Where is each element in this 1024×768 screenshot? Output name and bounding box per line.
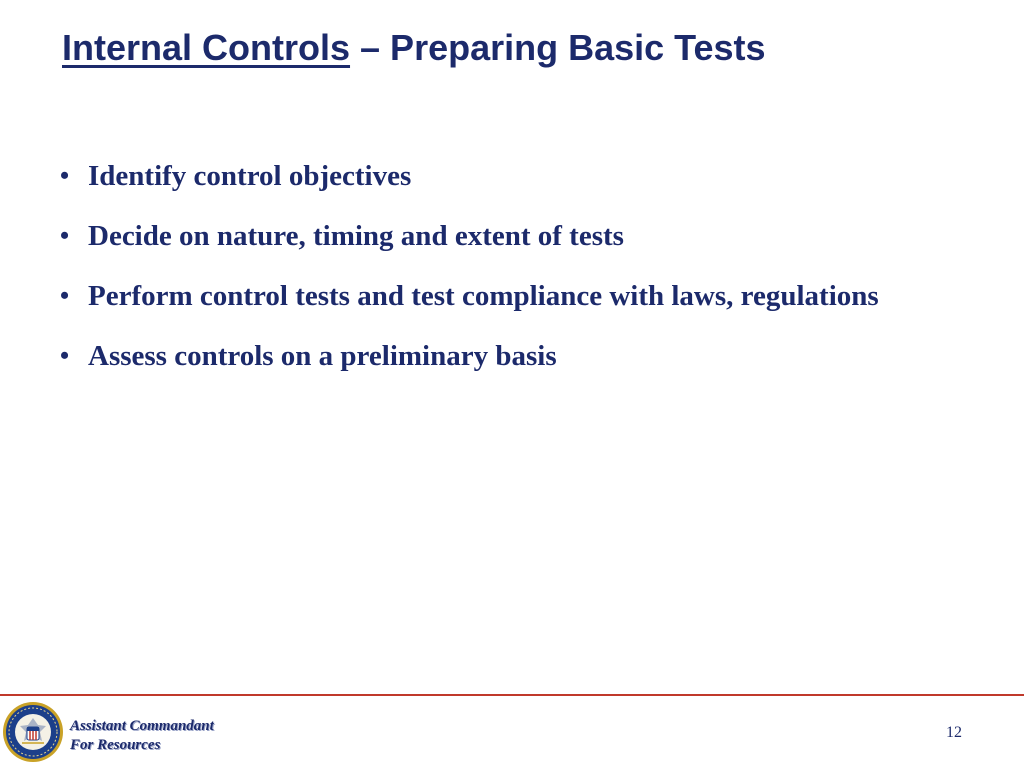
bullet-item [60, 276, 880, 316]
bullet-icon: • [60, 161, 70, 190]
title-link-internal-controls[interactable]: Internal Controls [62, 27, 351, 68]
footer-organization [70, 717, 214, 755]
bullet-text: Decide on nature, timing and extent of tests [88, 220, 624, 252]
bullet-text: Identify control objectives [88, 160, 412, 192]
bullet-icon: • [60, 221, 70, 250]
page-number: 12 [946, 724, 962, 741]
bullet-item [60, 336, 880, 376]
slide-title [62, 26, 766, 69]
bullet-item [60, 216, 880, 256]
coast-guard-seal-icon [2, 701, 64, 763]
title-rest: – Preparing Basic Tests [350, 27, 766, 68]
bullet-icon: • [60, 281, 70, 310]
footer-divider [0, 694, 1024, 696]
footer-org-line2: For Resources [70, 737, 161, 753]
bullet-icon: • [60, 341, 70, 370]
bullet-item [60, 156, 880, 196]
bullet-text: Assess controls on a preliminary basis [88, 340, 557, 372]
footer-org-line1: Assistant Commandant [70, 718, 214, 734]
bullet-list [60, 156, 880, 396]
bullet-text: Perform control tests and test compliance with laws, regulations [88, 280, 879, 312]
